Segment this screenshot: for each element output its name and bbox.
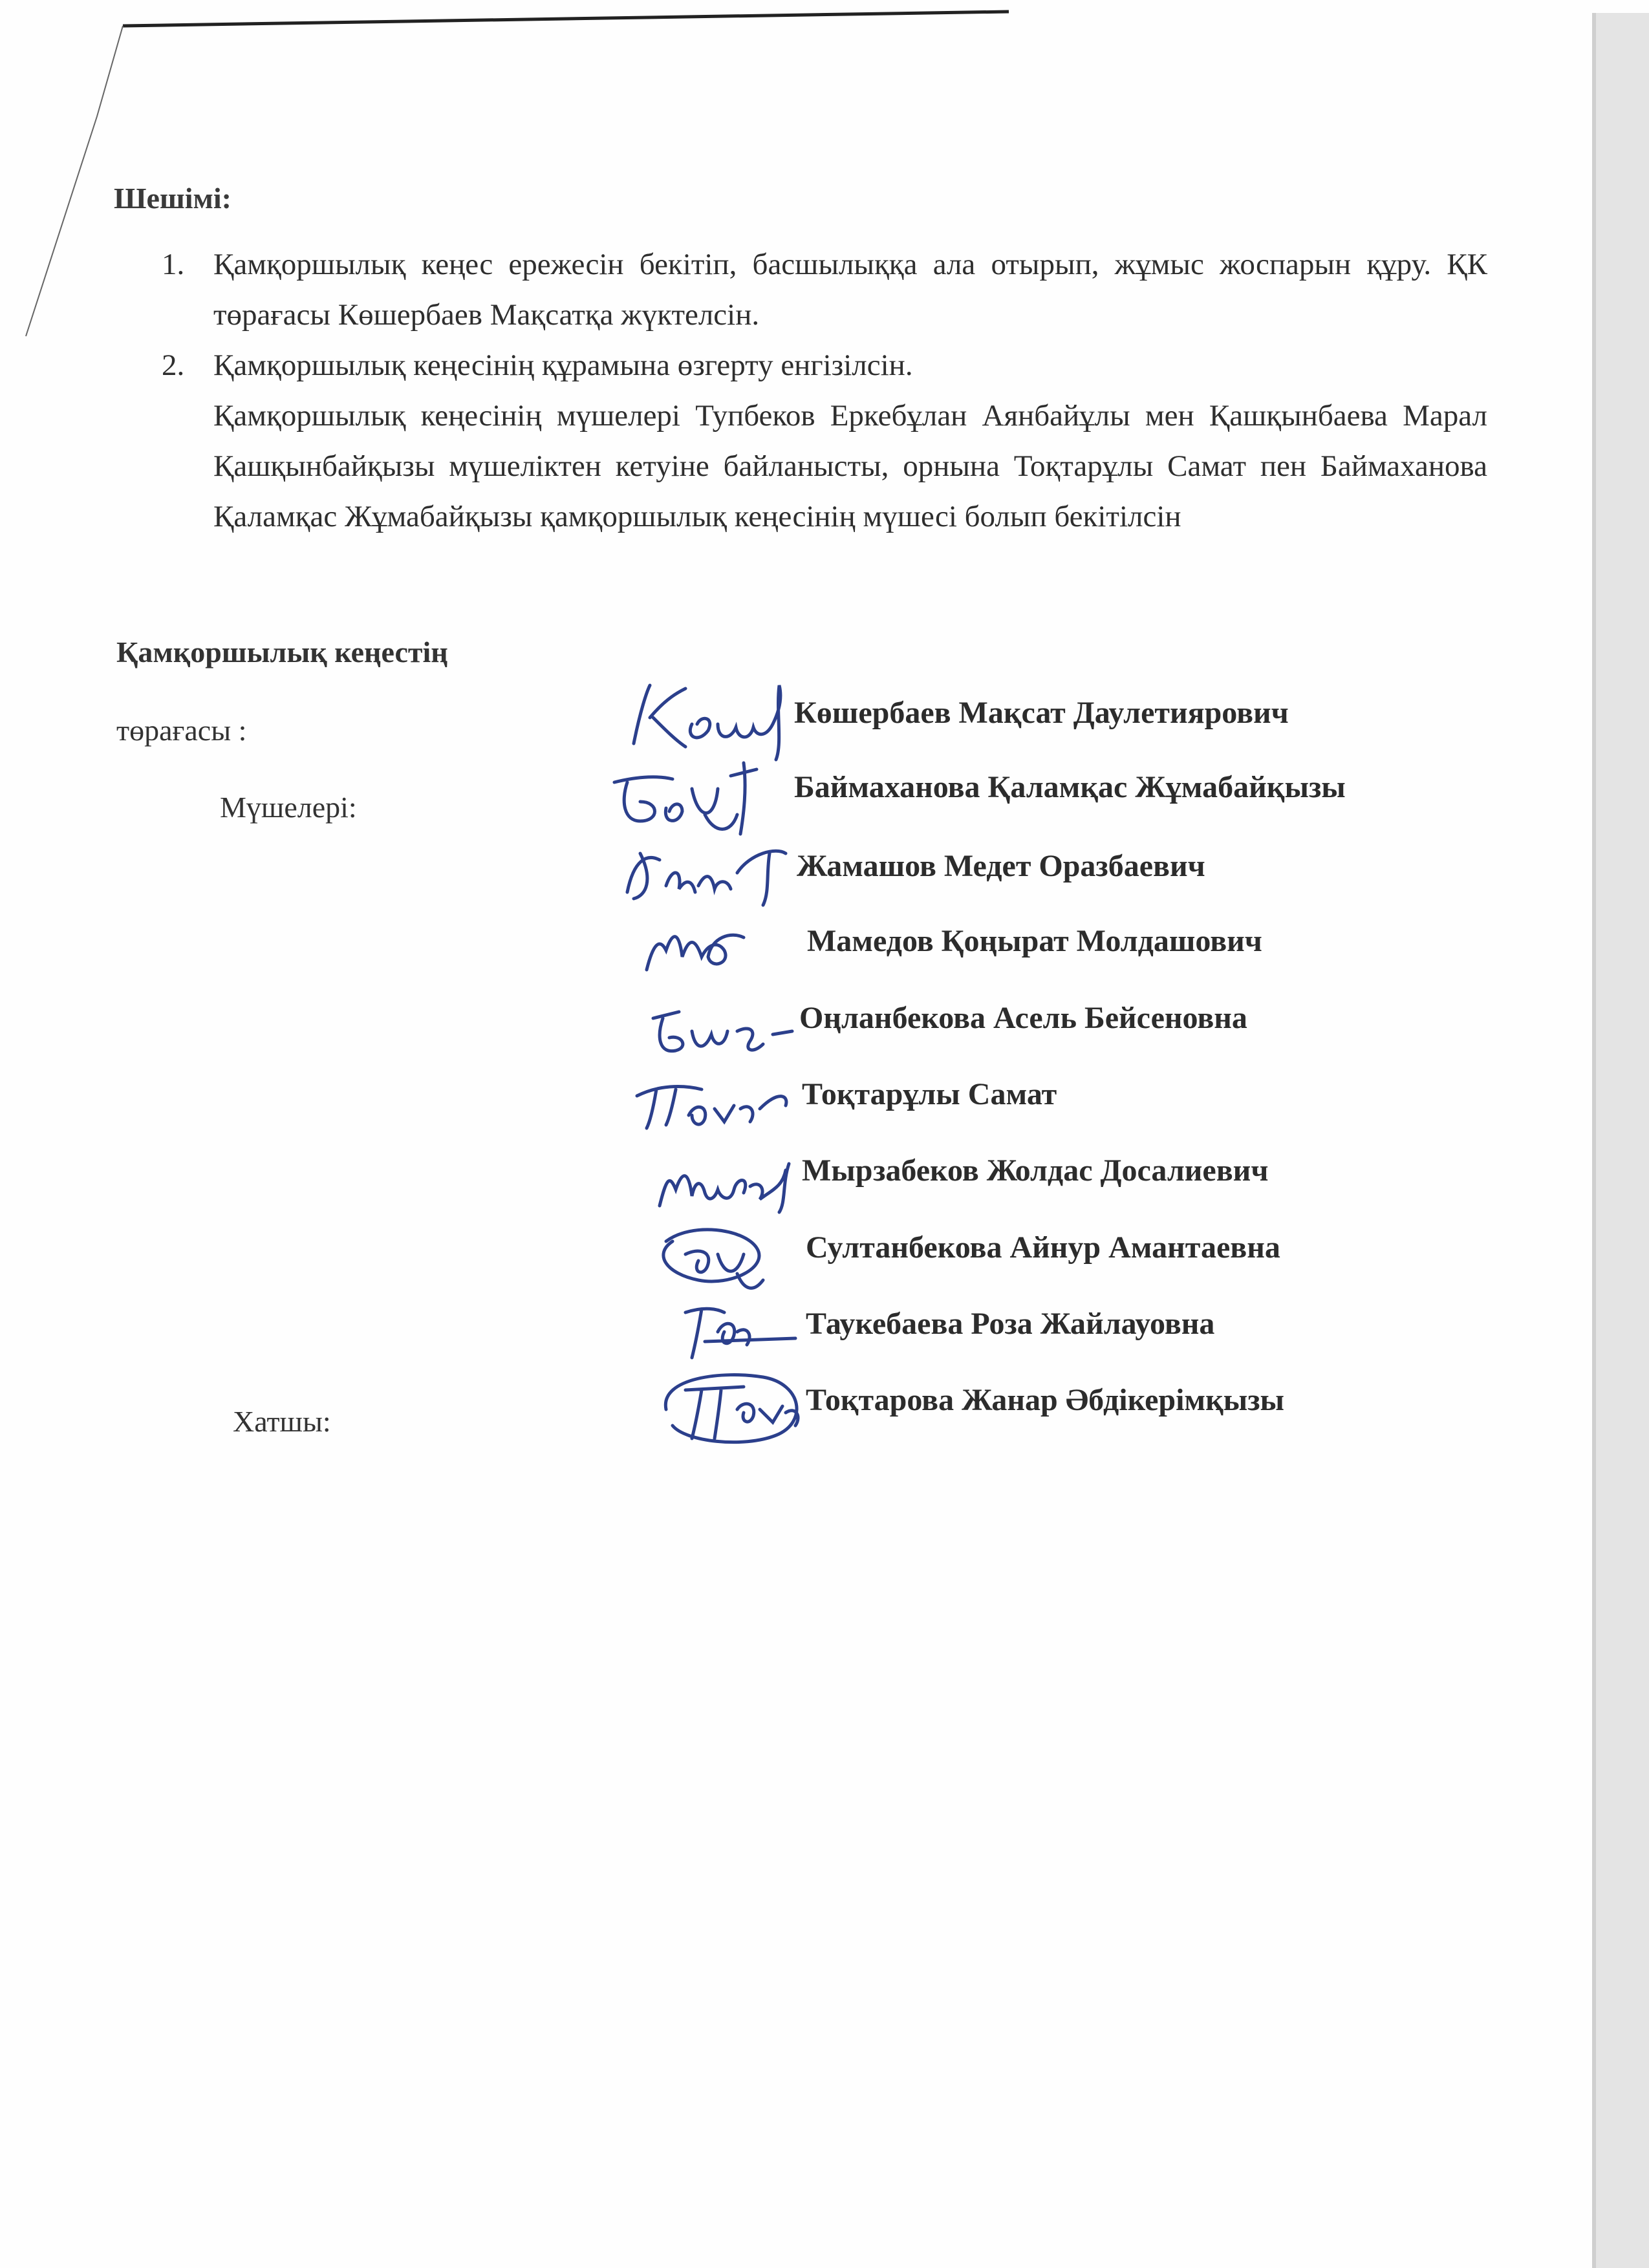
member-signature	[601, 750, 795, 840]
chair-name: Көшербаев Мақсат Даулетиярович	[794, 696, 1289, 730]
decision-number: 1.	[162, 248, 185, 281]
secretary-name: Тоқтарова Жанар Әбдікерімқызы	[806, 1383, 1284, 1417]
secretary-label: Хатшы:	[233, 1405, 331, 1438]
member-signature	[666, 1293, 808, 1364]
decision-detail: Қамқоршылық кеңесінің мүшелері Тупбеков Еркебұлан Аянбайұлы мен Қашқынбаева Марал Қашқынбайқызы мүшеліктен кетуіне байланысты, орнына Тоқтарұлы Самат пен Баймаханова Қаламқас Жұмабайқызы қамқоршылық кеңесінің мүшесі болып бекітілсін	[213, 399, 1487, 533]
member-name: Султанбекова Айнур Амантаевна	[806, 1230, 1280, 1265]
decision-number: 2.	[162, 348, 185, 382]
member-name: Жамашов Медет Оразбаевич	[797, 849, 1205, 883]
chair-label-position: төрағасы :	[116, 714, 247, 747]
member-name: Мырзабеков Жолдас Досалиевич	[802, 1153, 1269, 1188]
chair-signature	[621, 672, 795, 763]
member-signature	[640, 912, 750, 983]
member-signature	[630, 1070, 799, 1135]
decision-text: Қамқоршылық кеңесінің құрамына өзгерту енгізілсін.	[213, 348, 913, 382]
decision-text: Қамқоршылық кеңес ережесін бекітіп, басшылыққа ала отырып, жұмыс жоспарын құру. ҚК төрағасы Көшербаев Мақсатқа жүктелсін.	[213, 248, 1487, 332]
member-name: Баймаханова Қаламқас Жұмабайқызы	[794, 770, 1346, 804]
member-name: Мамедов Қоңырат Молдашович	[807, 924, 1262, 958]
member-name: Оңланбекова Асель Бейсеновна	[799, 1001, 1247, 1035]
secretary-signature	[647, 1364, 815, 1455]
members-label: Мүшелері:	[220, 791, 357, 824]
member-name: Таукебаева Роза Жайлауовна	[806, 1307, 1215, 1341]
member-signature	[621, 834, 802, 912]
member-signature	[640, 1215, 795, 1300]
chair-label: Қамқоршылық кеңестің	[116, 636, 448, 669]
decision-heading: Шешімі:	[114, 182, 232, 215]
member-signature	[653, 1144, 808, 1215]
member-signature	[640, 992, 795, 1064]
member-name: Тоқтарұлы Самат	[802, 1077, 1057, 1111]
